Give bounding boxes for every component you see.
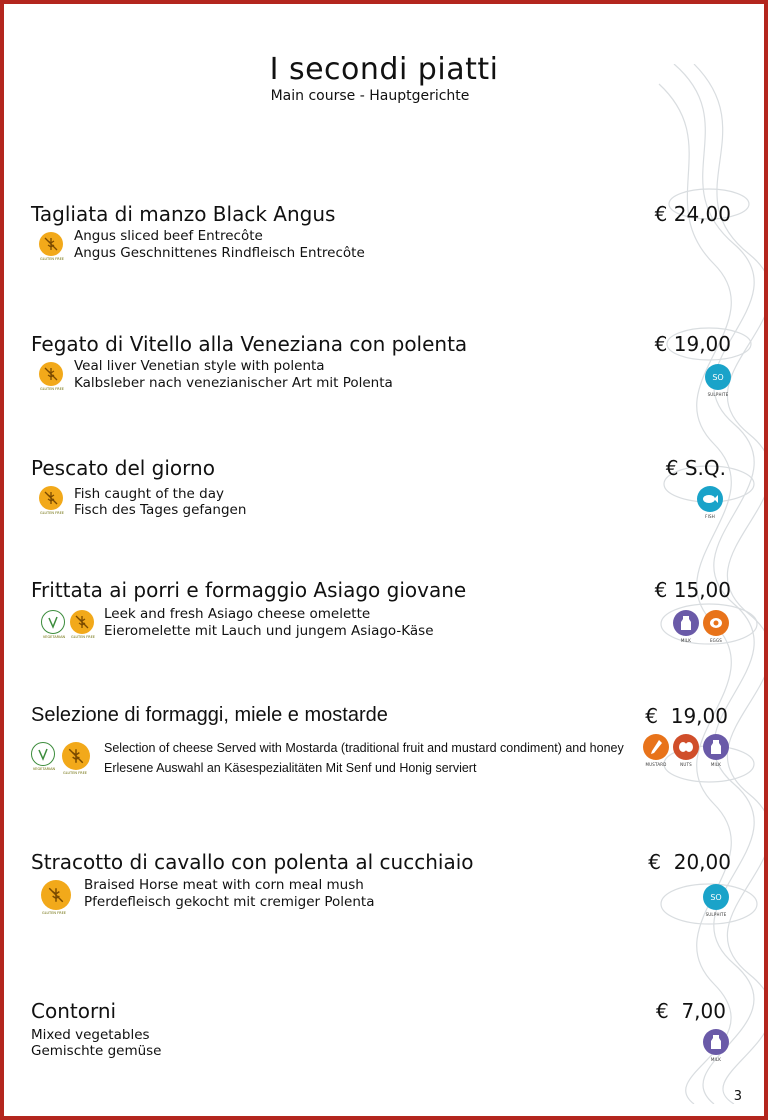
allergen-icons xyxy=(703,1029,729,1062)
diet-icons xyxy=(41,880,67,915)
item-price: € S.Q. xyxy=(665,456,726,480)
item-description-de: Fisch des Tages gefangen xyxy=(74,502,247,518)
item-name: Pescato del giorno xyxy=(31,456,215,480)
menu-item xyxy=(31,578,731,648)
fish-icon: FISH xyxy=(697,486,723,512)
item-description-en: Selection of cheese Served with Mostarda (traditional fruit and mustard condiment) and honey xyxy=(104,741,624,755)
gluten-free-icon: GLUTEN FREE xyxy=(70,610,96,636)
item-price: € 7,00 xyxy=(656,999,726,1023)
item-name: Selezione di formaggi, miele e mostarde xyxy=(31,704,388,726)
item-price: € 19,00 xyxy=(654,332,731,356)
sulphite-icon: SO SULPHITE xyxy=(703,884,729,910)
item-name: Fegato di Vitello alla Veneziana con polenta xyxy=(31,332,468,356)
menu-item xyxy=(31,456,731,526)
nuts-icon: NUTS xyxy=(673,734,699,760)
item-name: Contorni xyxy=(31,999,117,1023)
eggs-icon: EGGS xyxy=(703,610,729,636)
vegetarian-icon: VEGETARIAN xyxy=(31,742,57,768)
page-title: I secondi piatti xyxy=(269,52,499,87)
item-description-de: Erlesene Auswahl an Käsespezialitäten Mit Senf und Honig serviert xyxy=(104,761,477,775)
allergen-icons xyxy=(697,486,723,519)
item-description-de: Eieromelette mit Lauch und jungem Asiago-Käse xyxy=(104,623,434,639)
page-number: 3 xyxy=(733,1089,742,1104)
item-price: € 19,00 xyxy=(645,704,728,728)
page-subtitle: Main course - Hauptgerichte xyxy=(270,88,470,104)
diet-icons xyxy=(39,362,65,391)
item-description-en: Veal liver Venetian style with polenta xyxy=(74,358,325,374)
item-name: Tagliata di manzo Black Angus xyxy=(31,202,336,226)
allergen-icons xyxy=(673,610,729,643)
item-description-en: Braised Horse meat with corn meal mush xyxy=(84,877,364,893)
item-price: € 20,00 xyxy=(648,850,731,874)
item-description-de: Pferdefleisch gekocht mit cremiger Polenta xyxy=(84,894,375,910)
diet-icons xyxy=(39,232,65,261)
item-name: Stracotto di cavallo con polenta al cucchiaio xyxy=(31,850,474,874)
item-description-en: Mixed vegetables xyxy=(31,1027,150,1043)
milk-icon: MILK xyxy=(703,734,729,760)
vegetarian-icon: VEGETARIAN xyxy=(41,610,67,636)
item-price: € 15,00 xyxy=(654,578,731,602)
sulphite-icon: SO SULPHITE xyxy=(705,364,731,390)
menu-item xyxy=(31,999,731,1069)
menu-item xyxy=(31,332,731,402)
svg-text:SO: SO xyxy=(710,893,722,902)
gluten-free-icon: GLUTEN FREE xyxy=(41,880,67,906)
gluten-free-icon: GLUTEN FREE xyxy=(62,742,88,768)
milk-icon: MILK xyxy=(673,610,699,636)
item-description-en: Angus sliced beef Entrecôte xyxy=(74,228,263,244)
diet-icons xyxy=(39,486,65,515)
item-description-en: Fish caught of the day xyxy=(74,486,224,502)
allergen-icons xyxy=(705,364,731,397)
item-price: € 24,00 xyxy=(654,202,731,226)
gluten-free-icon: GLUTEN FREE xyxy=(39,362,65,388)
gluten-free-icon: GLUTEN FREE xyxy=(39,486,65,512)
milk-icon: MILK xyxy=(703,1029,729,1055)
gluten-free-icon: GLUTEN FREE xyxy=(39,232,65,258)
item-description-de: Kalbsleber nach venezianischer Art mit Polenta xyxy=(74,375,393,391)
allergen-icons xyxy=(643,734,729,767)
diet-icons xyxy=(31,742,88,775)
diet-icons xyxy=(41,610,96,639)
item-description-de: Gemischte gemüse xyxy=(31,1043,162,1059)
item-description-de: Angus Geschnittenes Rindfleisch Entrecôte xyxy=(74,245,365,261)
menu-item xyxy=(31,704,731,784)
menu-item xyxy=(31,202,731,272)
item-name: Frittata ai porri e formaggio Asiago giovane xyxy=(31,578,467,602)
menu-item xyxy=(31,850,731,920)
mustard-icon: MUSTARD xyxy=(643,734,669,760)
item-description-en: Leek and fresh Asiago cheese omelette xyxy=(104,606,371,622)
allergen-icons xyxy=(703,884,729,917)
svg-text:SO: SO xyxy=(712,373,724,382)
